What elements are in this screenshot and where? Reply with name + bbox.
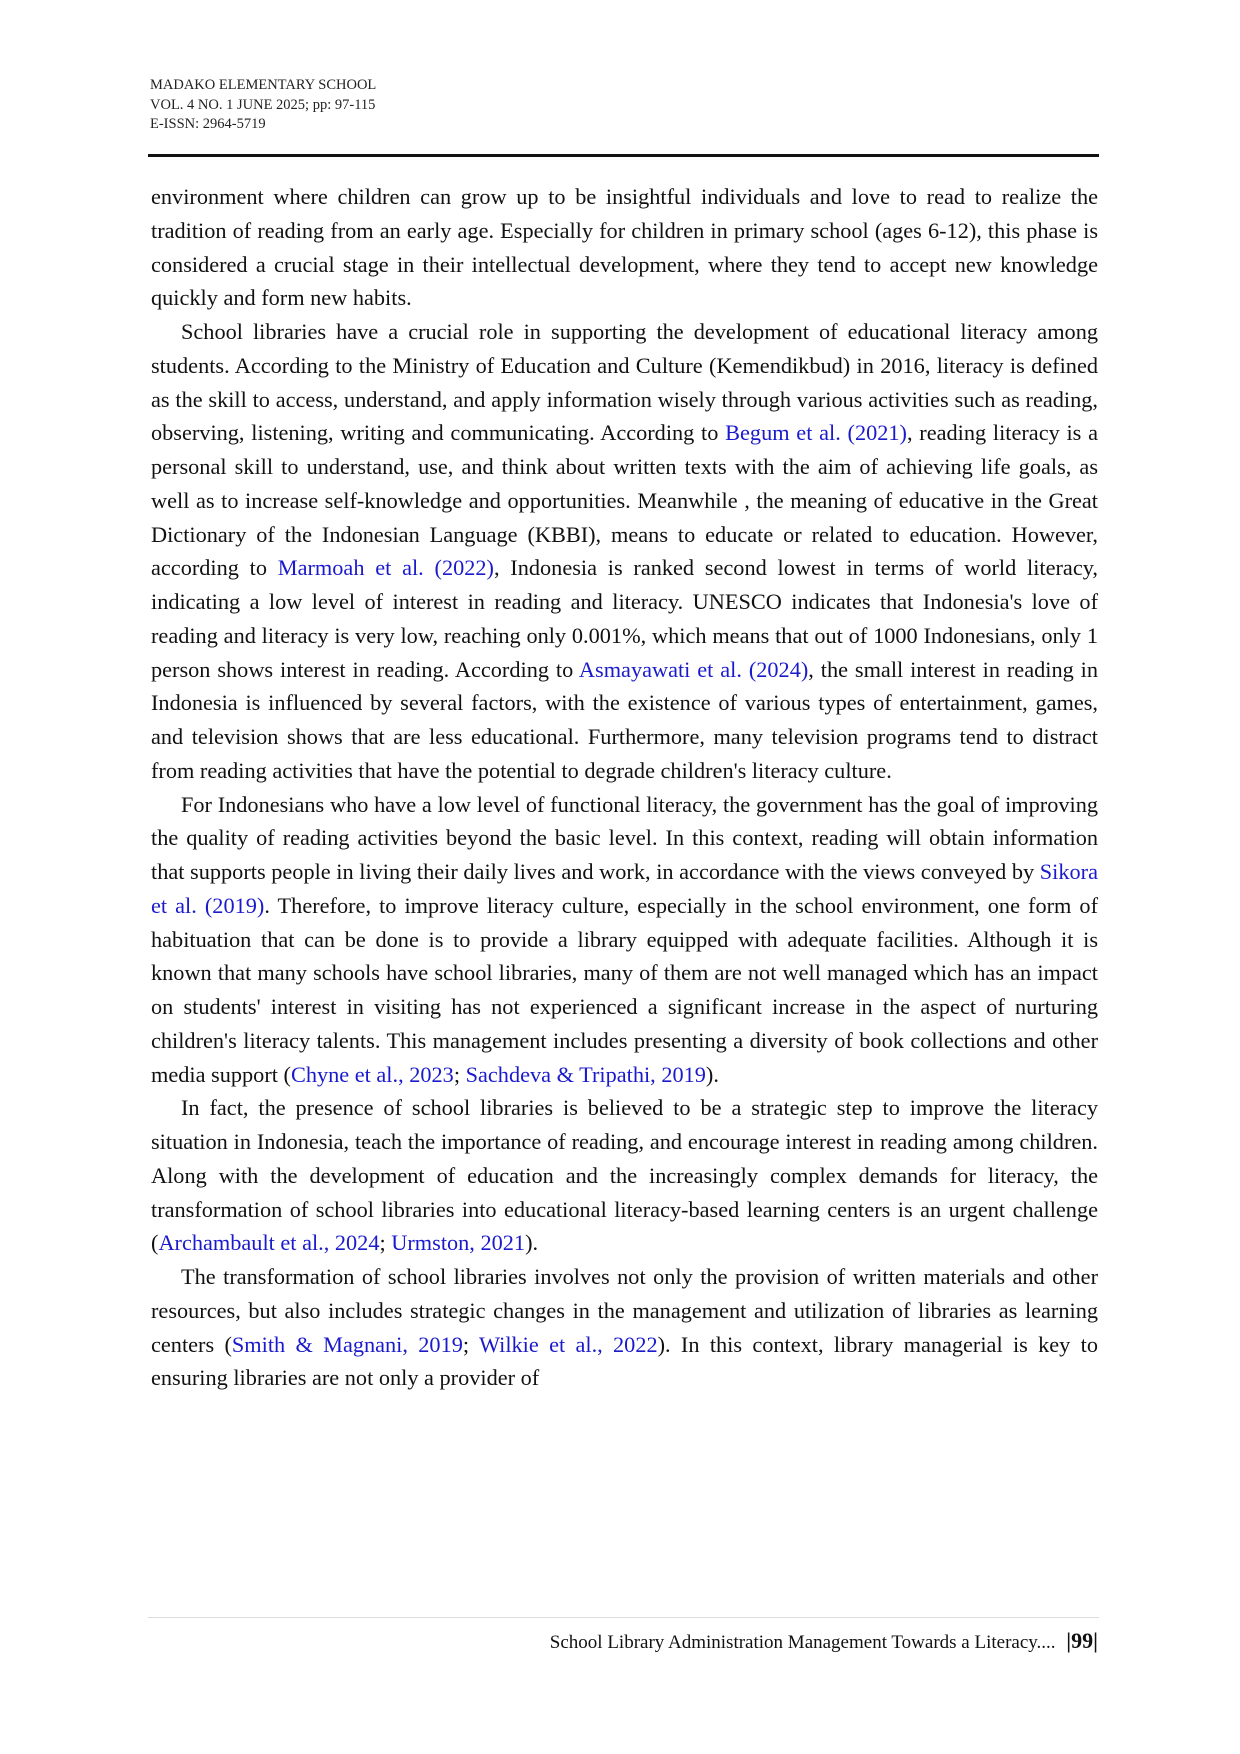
paragraph-text: ; <box>453 1061 466 1087</box>
paragraph-text: For Indonesians who have a low level of functional literacy, the government has the goal of improving the quality of reading activities beyond the basic level. In this context, reading will obtain information that supports people in living their daily lives and work, in accordance with the views conveyed by <box>151 791 1098 884</box>
journal-name: MADAKO ELEMENTARY SCHOOL <box>150 77 377 93</box>
page-number: |99| <box>1066 1628 1098 1653</box>
paragraph-text: ; <box>462 1331 479 1357</box>
journal-volume: VOL. 4 NO. 1 JUNE 2025; pp: 97-115 <box>150 96 376 113</box>
body-paragraph <box>151 1091 1098 1260</box>
body-paragraph <box>151 1260 1098 1395</box>
citation-link[interactable]: Chyne et al., 2023 <box>290 1061 454 1087</box>
paragraph-text: . Therefore, to improve literacy culture, especially in the school environment, one form of habituation that can be done is to provide a library equipped with adequate facilities. Although it is known that many schools have school libraries, many of them are not well managed which has an impact on students' interest in visiting has not experienced a significant increase in the aspect of nurturing children's literacy talents. This management includes presenting a diversity of book collections and other media support ( <box>151 892 1098 1087</box>
footer-divider <box>148 1617 1099 1618</box>
journal-issn: E-ISSN: 2964-5719 <box>150 116 266 132</box>
journal-header <box>150 76 376 135</box>
header-divider <box>148 154 1099 157</box>
citation-link[interactable]: Archambault et al., 2024 <box>158 1230 380 1256</box>
page-footer <box>550 1628 1098 1654</box>
paragraph-text: , the small interest in reading in Indonesia is influenced by several factors, with the existence of various types of entertainment, games, and television shows that are less educational. Furthermore, many television programs tend to distract from reading activities that have the potential to degrade children's literacy culture. <box>151 656 1098 783</box>
body-paragraph <box>151 180 1098 315</box>
citation-link[interactable]: Smith & Magnani, 2019 <box>231 1331 463 1357</box>
citation-link[interactable]: Marmoah et al. (2022) <box>277 555 494 581</box>
paragraph-text: In fact, the presence of school libraries is believed to be a strategic step to improve the literacy situation in Indonesia, teach the importance of reading, and encourage interest in reading among children. Along with the development of education and the increasingly complex demands for literacy, the transformation of school libraries into educational literacy-based learning centers is an urgent challenge ( <box>151 1095 1098 1256</box>
paragraph-text: ). <box>525 1230 539 1256</box>
citation-link[interactable]: Urmston, 2021 <box>391 1230 526 1256</box>
paragraph-text: , reading literacy is a personal skill to understand, use, and think about written texts with the aim of achieving life goals, as well as to increase self-knowledge and opportunities. Meanwhile , the meaning of educative in the Great Dictionary of the Indonesian Language (KBBI), means to educate or related to education. However, according to <box>151 420 1098 581</box>
running-title: School Library Administration Management Towards a Literacy.... <box>549 1632 1056 1653</box>
paragraph-text: environment where children can grow up to be insightful individuals and love to read to realize the tradition of reading from an early age. Especially for children in primary school (ages 6-12), this phase is considered a crucial stage in their intellectual development, where they tend to accept new knowledge quickly and form new habits. <box>151 184 1098 311</box>
citation-link[interactable]: Wilkie et al., 2022 <box>478 1331 658 1357</box>
paragraph-text: ). <box>705 1061 719 1087</box>
citation-link[interactable]: Sachdeva & Tripathi, 2019 <box>465 1061 706 1087</box>
citation-link[interactable]: Begum et al. (2021) <box>725 420 907 446</box>
paragraph-text: , Indonesia is ranked second lowest in terms of world literacy, indicating a low level of interest in reading and literacy. UNESCO indicates that Indonesia's love of reading and literacy is very low, reaching only 0.001%, which means that out of 1000 Indonesians, only 1 person shows interest in reading. According to <box>151 555 1098 682</box>
paragraph-text: School libraries have a crucial role in supporting the development of educational literacy among students. According to the Ministry of Education and Culture (Kemendikbud) in 2016, literacy is defined as the skill to access, understand, and apply information wisely through various activities such as reading, observing, listening, writing and communicating. According to <box>151 319 1098 446</box>
body-paragraph <box>151 315 1098 788</box>
body-paragraph <box>151 788 1098 1092</box>
paragraph-text: ). In this context, library managerial is key to ensuring libraries are not only a provider of <box>151 1331 1098 1391</box>
article-body <box>151 180 1098 1395</box>
citation-link[interactable]: Asmayawati et al. (2024) <box>578 656 809 682</box>
paragraph-text: ; <box>379 1230 392 1256</box>
citation-link[interactable]: Sikora et al. (2019) <box>151 859 1098 918</box>
paragraph-text: The transformation of school libraries involves not only the provision of written materials and other resources, but also includes strategic changes in the management and utilization of libraries as learning centers ( <box>151 1264 1098 1357</box>
